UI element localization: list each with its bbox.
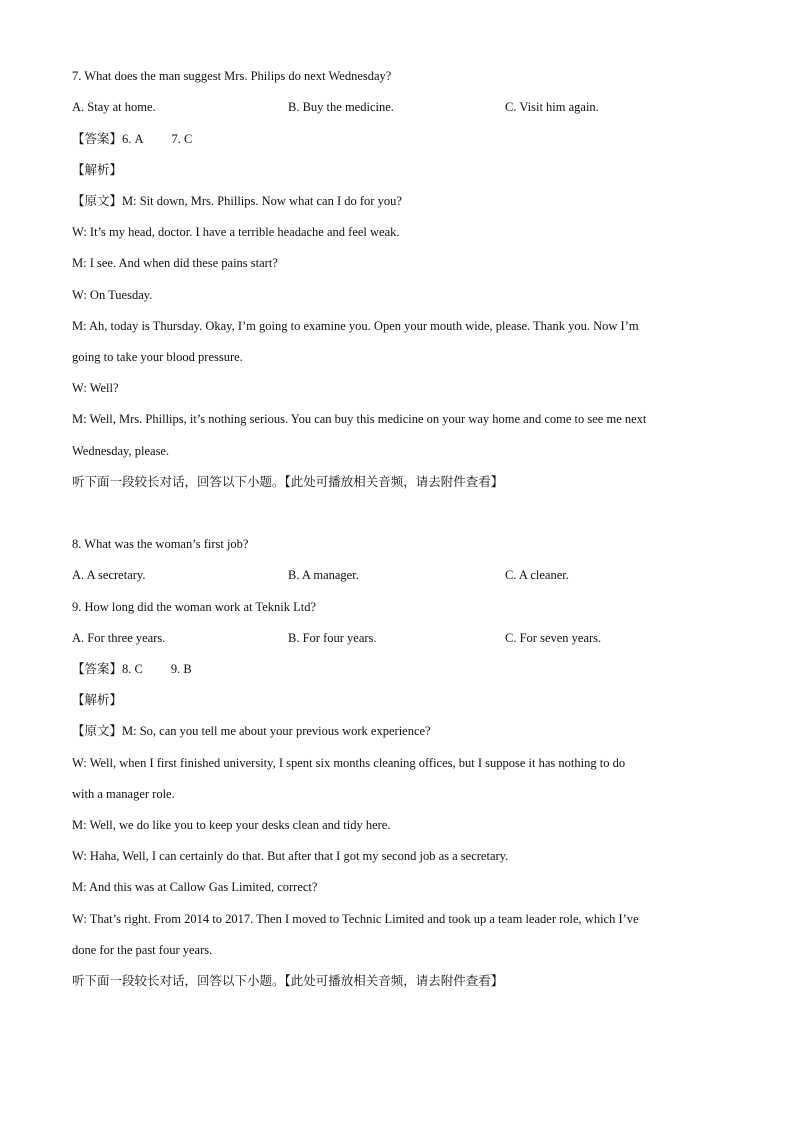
transcript-line: W: It’s my head, doctor. I have a terrible headache and feel weak. bbox=[72, 225, 400, 239]
q8-option-c: C. A cleaner. bbox=[505, 568, 569, 582]
q9-option-c: C. For seven years. bbox=[505, 631, 602, 645]
transcript-line: M: I see. And when did these pains start? bbox=[72, 256, 278, 270]
question-7: 7. What does the man suggest Mrs. Philips do next Wednesday? bbox=[72, 69, 392, 83]
transcript-line: W: Haha, Well, I can certainly do that. But after that I got my second job as a secretary. bbox=[72, 849, 509, 863]
transcript-line: done for the past four years. bbox=[72, 943, 213, 957]
q8-option-b: B. A manager. bbox=[288, 568, 359, 582]
original-label: 【原文】 bbox=[72, 723, 123, 738]
transcript-line: M: Ah, today is Thursday. Okay, I’m going to examine you. Open your mouth wide, please. Thank you. Now I’m bbox=[72, 319, 639, 333]
transcript-line: M: Well, Mrs. Phillips, it’s nothing serious. You can buy this medicine on your way home and come to see me next bbox=[72, 412, 647, 426]
q7-option-b: B. Buy the medicine. bbox=[288, 100, 394, 114]
listen-instruction-2: 听下面一段较长对话，回答以下小题。【此处可播放相关音频，请去附件查看】 bbox=[72, 973, 504, 988]
transcript-line: W: Well? bbox=[72, 381, 119, 395]
answer-8: 8. C bbox=[122, 662, 143, 676]
question-8: 8. What was the woman’s first job? bbox=[72, 537, 249, 551]
answer-9: 9. B bbox=[170, 662, 192, 676]
q9-option-a: A. For three years. bbox=[72, 631, 166, 645]
answer-6: 6. A bbox=[122, 132, 144, 146]
q9-option-b: B. For four years. bbox=[288, 631, 377, 645]
transcript-line: M: Well, we do like you to keep your desks clean and tidy here. bbox=[72, 818, 391, 832]
transcript-line: M: And this was at Callow Gas Limited, correct? bbox=[72, 880, 318, 894]
transcript-text: M: So, can you tell me about your previous work experience? bbox=[122, 724, 431, 738]
transcript-line: W: That’s right. From 2014 to 2017. Then I moved to Technic Limited and took up a team leader role, which I’ve bbox=[72, 912, 639, 926]
answer-label: 【答案】 bbox=[72, 661, 123, 676]
q7-option-a: A. Stay at home. bbox=[72, 100, 156, 114]
listen-instruction-1: 听下面一段较长对话，回答以下小题。【此处可播放相关音频，请去附件查看】 bbox=[72, 474, 504, 489]
transcript-line: with a manager role. bbox=[72, 787, 175, 801]
original-label: 【原文】 bbox=[72, 193, 123, 208]
analysis-label-1: 【解析】 bbox=[72, 162, 123, 177]
transcript-line: W: On Tuesday. bbox=[72, 288, 153, 302]
answer-line-2 bbox=[72, 661, 192, 677]
transcript-text: M: Sit down, Mrs. Phillips. Now what can I do for you? bbox=[122, 194, 402, 208]
answer-line-1 bbox=[72, 131, 192, 147]
transcript-line: going to take your blood pressure. bbox=[72, 350, 243, 364]
answer-7: 7. C bbox=[171, 132, 193, 146]
question-9: 9. How long did the woman work at Teknik Ltd? bbox=[72, 600, 316, 614]
transcript-line bbox=[72, 723, 431, 739]
answer-label: 【答案】 bbox=[72, 131, 123, 146]
transcript-line bbox=[72, 193, 402, 209]
q7-option-c: C. Visit him again. bbox=[505, 100, 599, 114]
transcript-line: W: Well, when I first finished university, I spent six months cleaning offices, but I suppose it has nothing to do bbox=[72, 756, 626, 770]
q8-option-a: A. A secretary. bbox=[72, 568, 146, 582]
analysis-label-2: 【解析】 bbox=[72, 692, 123, 707]
transcript-line: Wednesday, please. bbox=[72, 444, 170, 458]
